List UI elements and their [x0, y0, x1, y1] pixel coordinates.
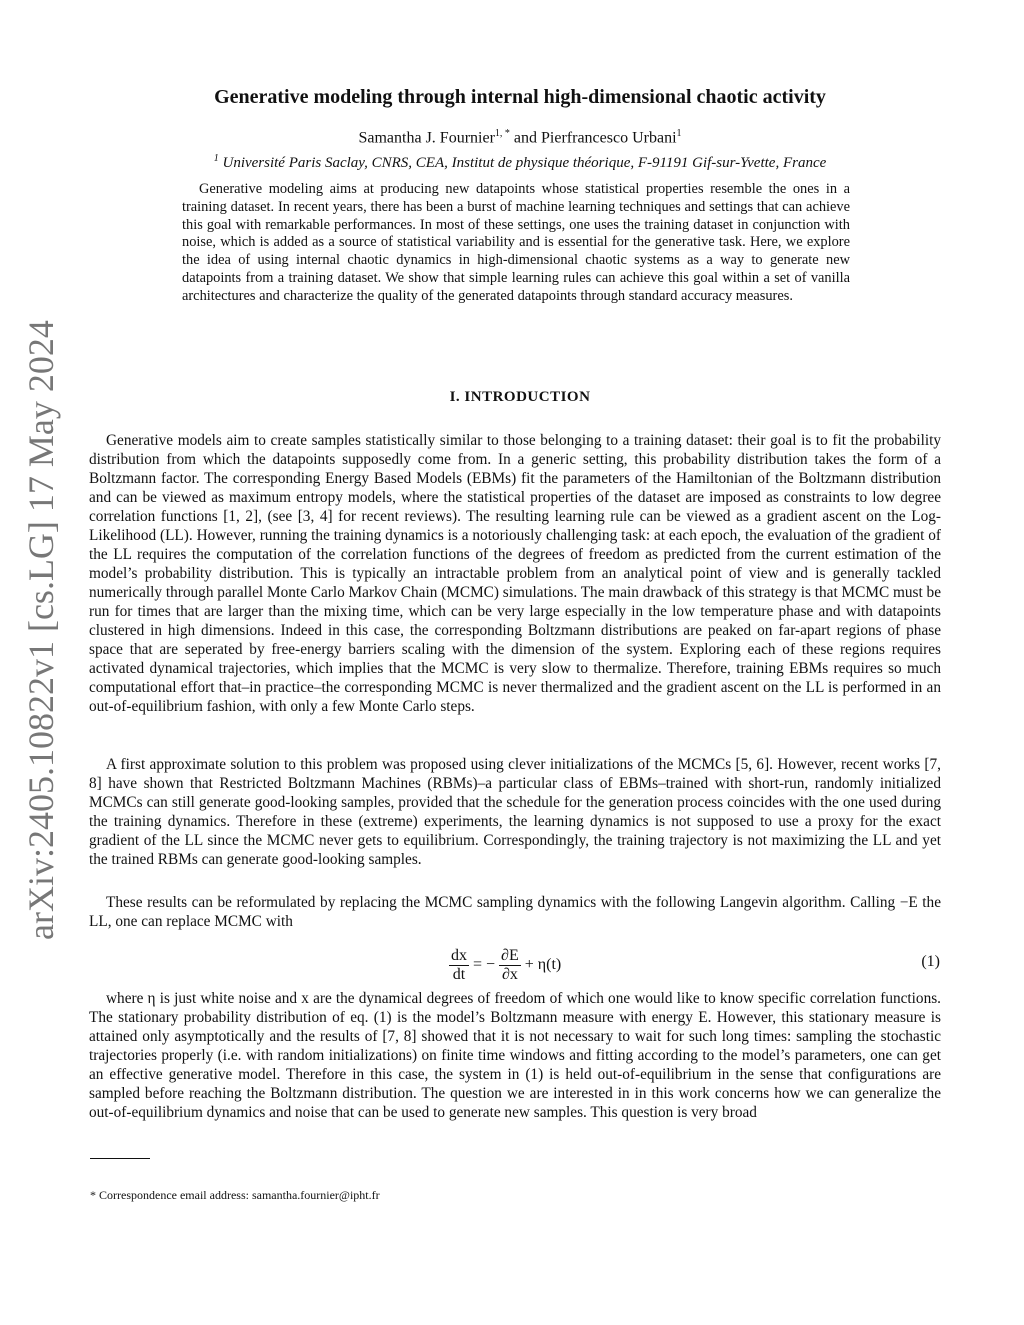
equation-rhs-fraction	[499, 947, 521, 984]
abstract: Generative modeling aims at producing new datapoints whose statistical properties resemble the ones in a training dataset. In recent years, there has been a burst of machine learning techniques and settings that can achieve this goal with remarkable performances. In most of these settings, one uses the training dataset in conjunction with noise, which is added as a source of statistical variability and is essential for the generative task. Here, we explore the idea of using internal chaotic dynamics in high-dimensional chaotic systems as a way to generate new datapoints from a training dataset. We show that simple learning rules can achieve this goal within a set of vanilla architectures and characterize the quality of the generated datapoints through standard accuracy measures.	[182, 181, 850, 304]
equation	[449, 945, 949, 985]
affiliation-text: Université Paris Saclay, CNRS, CEA, Institut de physique théorique, F-91191 Gif-sur-Yvette, France	[222, 155, 827, 171]
author-connector: and	[513, 129, 538, 147]
equation-lhs-numerator: dx	[451, 946, 467, 964]
body-paragraph: Generative models aim to create samples statistically similar to those belonging to a training dataset: their goal is to fit the probability distribution from which the datapoints supposedly come from. In a generic setting, this probability distribution takes the form of a Boltzmann factor. The corresponding Energy Based Models (EBMs) fit the parameters of the Hamiltonian of the Boltzmann distribution and can be viewed as maximum entropy models, where the statistical properties of the dataset are imposed as constraints to low degree correlation functions [1, 2], (see [3, 4] for recent reviews). The resulting learning rule can be viewed as a gradient ascent on the Log-Likelihood (LL). However, running the training dynamics is a notoriously challenging task: at each epoch, the evaluation of the gradient of the LL requires the computation of the correlation functions of the degrees of freedom as predicted from the current estimation of the model’s probability distribution. This is typically an intractable problem from an analytical point of view and is generally tackled numerically through parallel Monte Carlo Markov Chain (MCMC) simulations. The main drawback of this strategy is that MCMC must be run for times that are larger than the mixing time, which can be very large especially in the low temperature phase and with datapoints clustered in high dimensions. Indeed in this case, the corresponding Boltzmann distributions are peaked on far-apart regions of phase space that are seperated by free-energy barriers scaling with the dimension of the system. Exploring each of these regions requires activated dynamical trajectories, which implies that the MCMC is very slow to thermalize. Therefore, training EBMs requires so much computational effort that–in practice–the corresponding MCMC is never thermalized and the gradient ascent on the LL is performed in an out-of-equilibrium fashion, with only a few Monte Carlo steps.	[89, 432, 941, 715]
equation-lhs-fraction	[449, 947, 469, 984]
equation-operator: = −	[473, 956, 496, 973]
body-paragraph: A first approximate solution to this problem was proposed using clever initializations of the MCMCs [5, 6]. However, recent works [7, 8] have shown that Restricted Boltzmann Machines (RBMs)–a particular class of EBMs–trained with short-run, randomly initialized MCMCs can still generate good-looking samples, provided that the schedule for the generation process coincides with the one used during the training dynamics. Therefore in these (extreme) experiments, the learning dynamics is not supposed to use a proxy for the exact gradient of the LL since the MCMC never gets to equilibrium. Correspondingly, the training trajectory is not maximizing the LL and yet the trained RBMs can generate good-looking samples.	[89, 756, 941, 868]
equation-rhs-denominator: ∂x	[501, 965, 518, 983]
affiliation-mark: 1	[213, 153, 219, 164]
author-list	[90, 128, 950, 147]
author-name: Samantha J. Fournier	[358, 129, 495, 147]
equation-body	[449, 945, 561, 985]
affiliation	[90, 153, 950, 172]
author-name: Pierfrancesco Urbani	[541, 129, 677, 147]
footnote: * Correspondence email address: samantha.fournier@ipht.fr	[90, 1188, 380, 1202]
arxiv-stamp: arXiv:2405.10822v1 [cs.LG] 17 May 2024	[21, 320, 61, 940]
equation-noise-term: + η(t)	[524, 956, 562, 973]
footnote-rule	[90, 1158, 150, 1159]
paper-title: Generative modeling through internal high-dimensional chaotic activity	[214, 86, 826, 108]
author-affiliation-mark: 1	[676, 128, 682, 139]
body-paragraph: These results can be reformulated by replacing the MCMC sampling dynamics with the following Langevin algorithm. Calling −E the LL, one can replace MCMC with	[89, 894, 941, 930]
author-affiliation-mark: 1, *	[494, 128, 510, 139]
section-heading: I. INTRODUCTION	[449, 389, 591, 405]
body-paragraph: where η is just white noise and x are the dynamical degrees of freedom of which one would like to know specific correlation functions. The stationary probability distribution of eq. (1) is the model’s Boltzmann measure with energy E. However, this stationary measure is attained only asymptotically and the results of [7, 8] showed that it is not necessary to wait for such long times: sampling the stochastic trajectories properly (i.e. with random initializations) on finite time windows and fitting according to the model’s parameters, one can get an effective generative model. Therefore in this case, the system in (1) is held out-of-equilibrium in the sense that configurations are sampled before reaching the Boltzmann distribution. The question we are interested in in this work concerns how we can generalize the out-of-equilibrium dynamics and noise that can be used to generate new samples. This question is very broad	[89, 990, 941, 1121]
equation-rhs-numerator: ∂E	[501, 946, 519, 964]
equation-lhs-denominator: dt	[452, 965, 466, 983]
equation-number: (1)	[921, 953, 940, 970]
